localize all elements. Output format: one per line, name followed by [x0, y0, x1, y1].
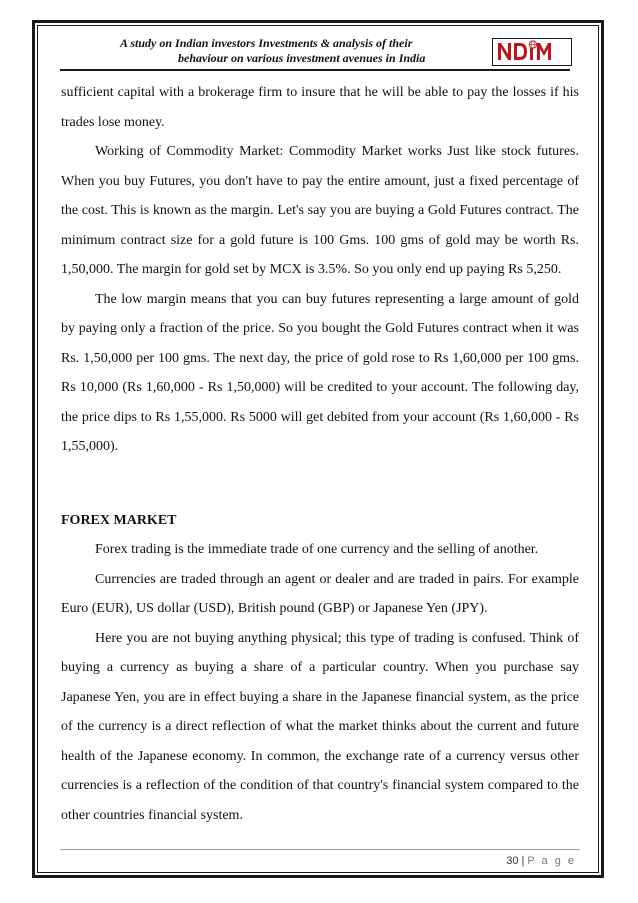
page-number: 30: [506, 855, 519, 867]
paragraph-currency-share: Here you are not buying anything physical; this type of trading is confused. Think of buying a currency as buying a share of a particular country. When you purchase say Japanese Yen, you are in effect buying a share in the Japanese financial system, as the price of the currency is a direct reflection of what the market thinks about the current and future health of the Japanese economy. In common, the exchange rate of a currency versus other currencies is a reflection of the condition of that country's financial system compared to the other countries financial system.: [61, 630, 579, 823]
header-title-line2: behaviour on various investment avenues in India: [178, 51, 426, 65]
page-separator: |: [521, 855, 525, 867]
page-header: [60, 36, 580, 74]
paragraph-continuation: sufficient capital with a brokerage firm to insure that he will be able to pay the losses if his trades lose money.: [61, 85, 579, 130]
paragraph-currency-pairs: Currencies are traded through an agent or dealer and are traded in pairs. For example Euro (EUR), US dollar (USD), British pound (GBP) or Japanese Yen (JPY).: [61, 571, 579, 616]
header-rule: [60, 69, 570, 71]
ndim-logo: [492, 38, 572, 66]
page-body: [61, 78, 579, 830]
page-label: P a g e: [527, 855, 576, 867]
paragraph-low-margin: The low margin means that you can buy futures representing a large amount of gold by paying only a fraction of the price. So you bought the Gold Futures contract when it was Rs. 1,50,000 per 100 gms. The next day, the price of gold rose to Rs 1,60,000 per 100 gms. Rs 10,000 (Rs 1,60,000 - Rs 1,50,000) will be credited to your account. The following day, the price dips to Rs 1,55,000. Rs 5000 will get debited from your account (Rs 1,60,000 - Rs 1,55,000).: [61, 291, 579, 454]
section-heading-forex: FOREX MARKET: [61, 512, 177, 528]
section-spacer: [61, 462, 579, 506]
header-title-line1: A study on Indian investors Investments & analysis of their: [120, 36, 413, 50]
ndim-logo-icon: [493, 39, 570, 64]
paragraph-forex-definition: Forex trading is the immediate trade of one currency and the selling of another.: [95, 542, 539, 557]
paragraph-commodity-working: Working of Commodity Market: Commodity Market works Just like stock futures. When you buy Futures, you don't have to pay the entire amount, just a fixed percentage of the cost. This is known as the margin. Let's say you are buying a Gold Futures contract. The minimum contract size for a gold future is 100 Gms. 100 gms of gold may be worth Rs. 1,50,000. The margin for gold set by MCX is 3.5%. So you only end up paying Rs 5,250.: [61, 144, 579, 277]
page-footer: [506, 855, 576, 867]
footer-rule: [60, 849, 580, 850]
